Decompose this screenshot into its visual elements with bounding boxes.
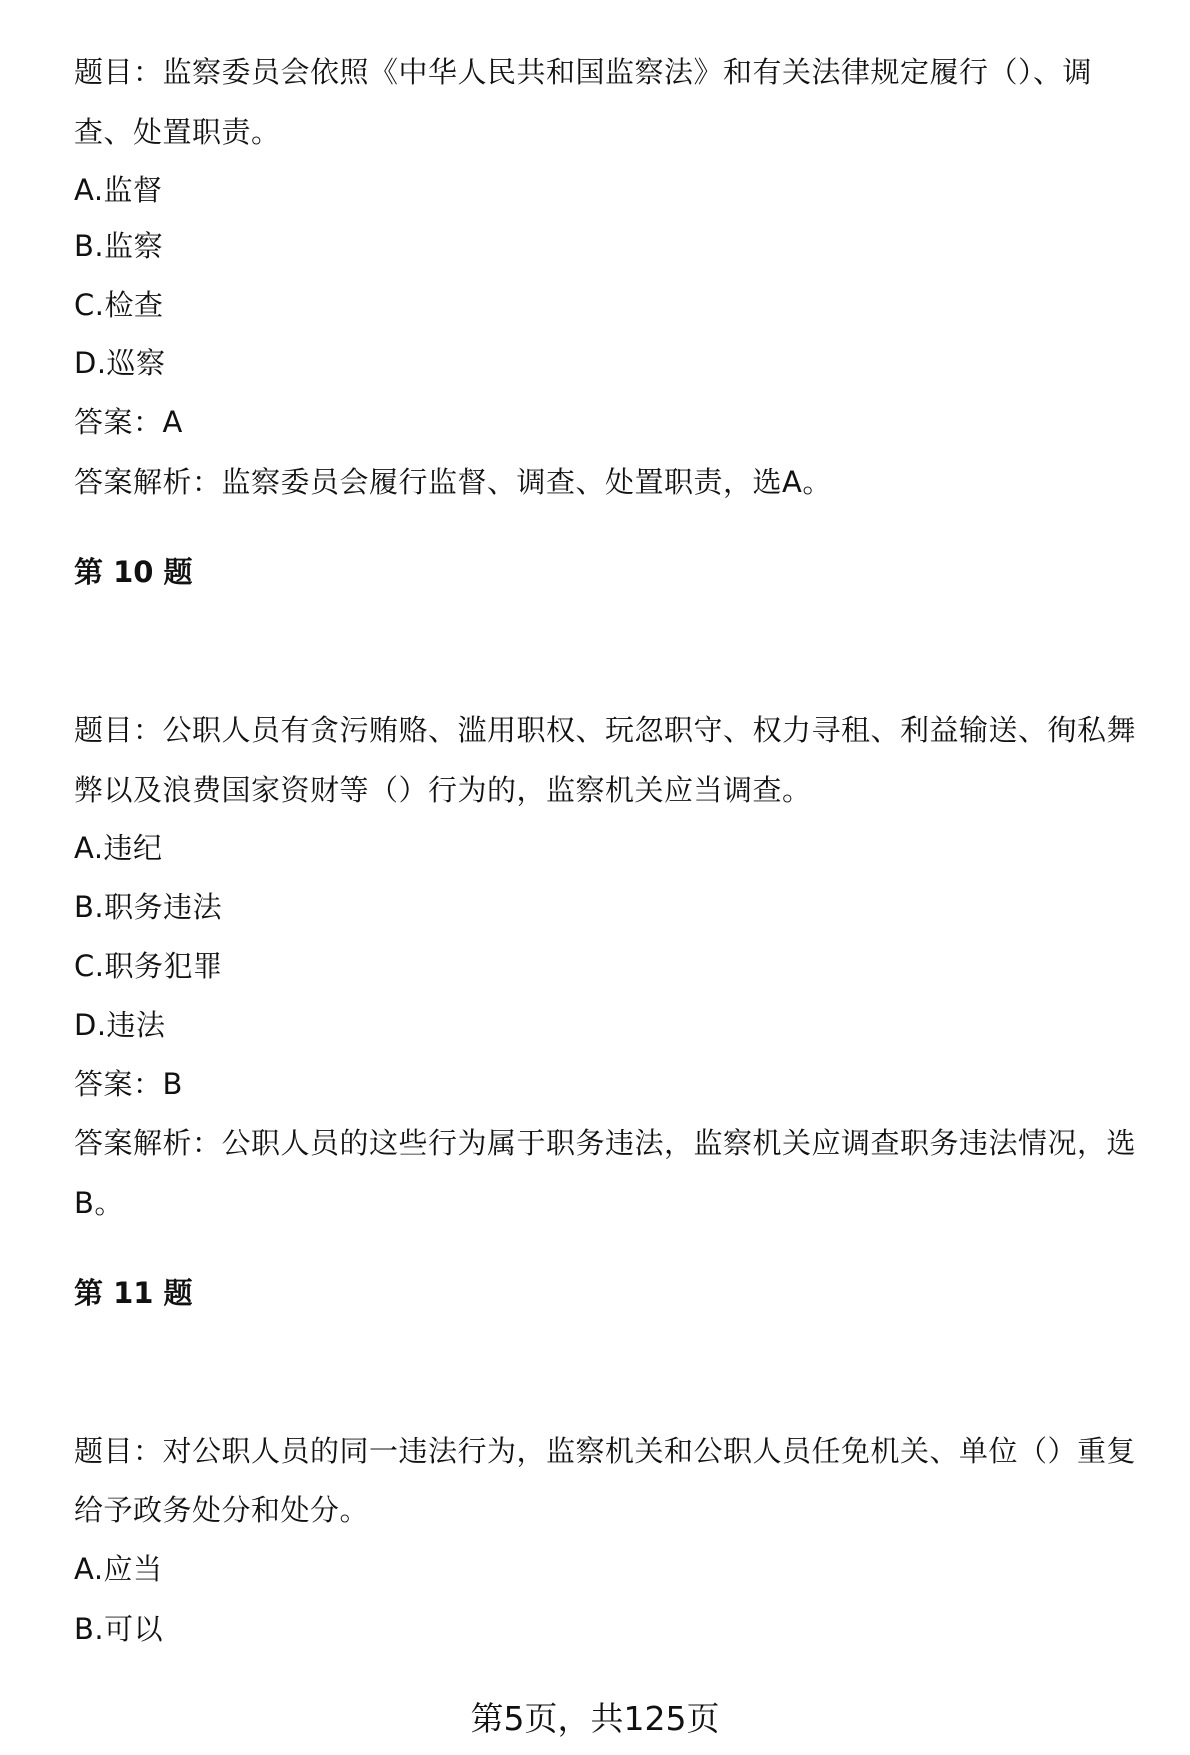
answer-analysis: 答案解析：公职人员的这些行为属于职务违法，监察机关应调查职务违法情况，选 (74, 1126, 1137, 1160)
answer-analysis: B。 (74, 1186, 124, 1220)
question-stem-line: 弊以及浪费国家资财等（）行为的，监察机关应当调查。 (74, 773, 812, 807)
option-b: B.职务违法 (74, 890, 223, 924)
option-b: B.监察 (74, 229, 164, 263)
option-d: D.违法 (74, 1008, 166, 1042)
answer: 答案：B (74, 1067, 183, 1101)
question-stem-line: 题目：公职人员有贪污贿赂、滥用职权、玩忽职守、权力寻租、利益输送、徇私舞 (74, 713, 1137, 747)
question-heading: 第 11 题 (74, 1276, 193, 1310)
page-number: 第5页，共125页 (470, 1699, 720, 1738)
question-heading: 第 10 题 (74, 555, 193, 589)
option-c: C.检查 (74, 288, 164, 322)
option-a: A.违纪 (74, 831, 163, 865)
option-a: A.监督 (74, 173, 163, 207)
option-b: B.可以 (74, 1612, 164, 1646)
option-d: D.巡察 (74, 346, 166, 380)
question-stem-line: 给予政务处分和处分。 (74, 1493, 370, 1527)
question-stem-line: 题目：监察委员会依照《中华人民共和国监察法》和有关法律规定履行（）、调 (74, 55, 1093, 89)
option-c: C.职务犯罪 (74, 949, 223, 983)
option-a: A.应当 (74, 1552, 163, 1586)
answer: 答案：A (74, 405, 183, 439)
question-stem-line: 查、处置职责。 (74, 115, 281, 149)
question-stem-line: 题目：对公职人员的同一违法行为，监察机关和公职人员任免机关、单位（）重复 (74, 1434, 1137, 1468)
answer-analysis: 答案解析：监察委员会履行监督、调查、处置职责，选A。 (74, 465, 832, 499)
